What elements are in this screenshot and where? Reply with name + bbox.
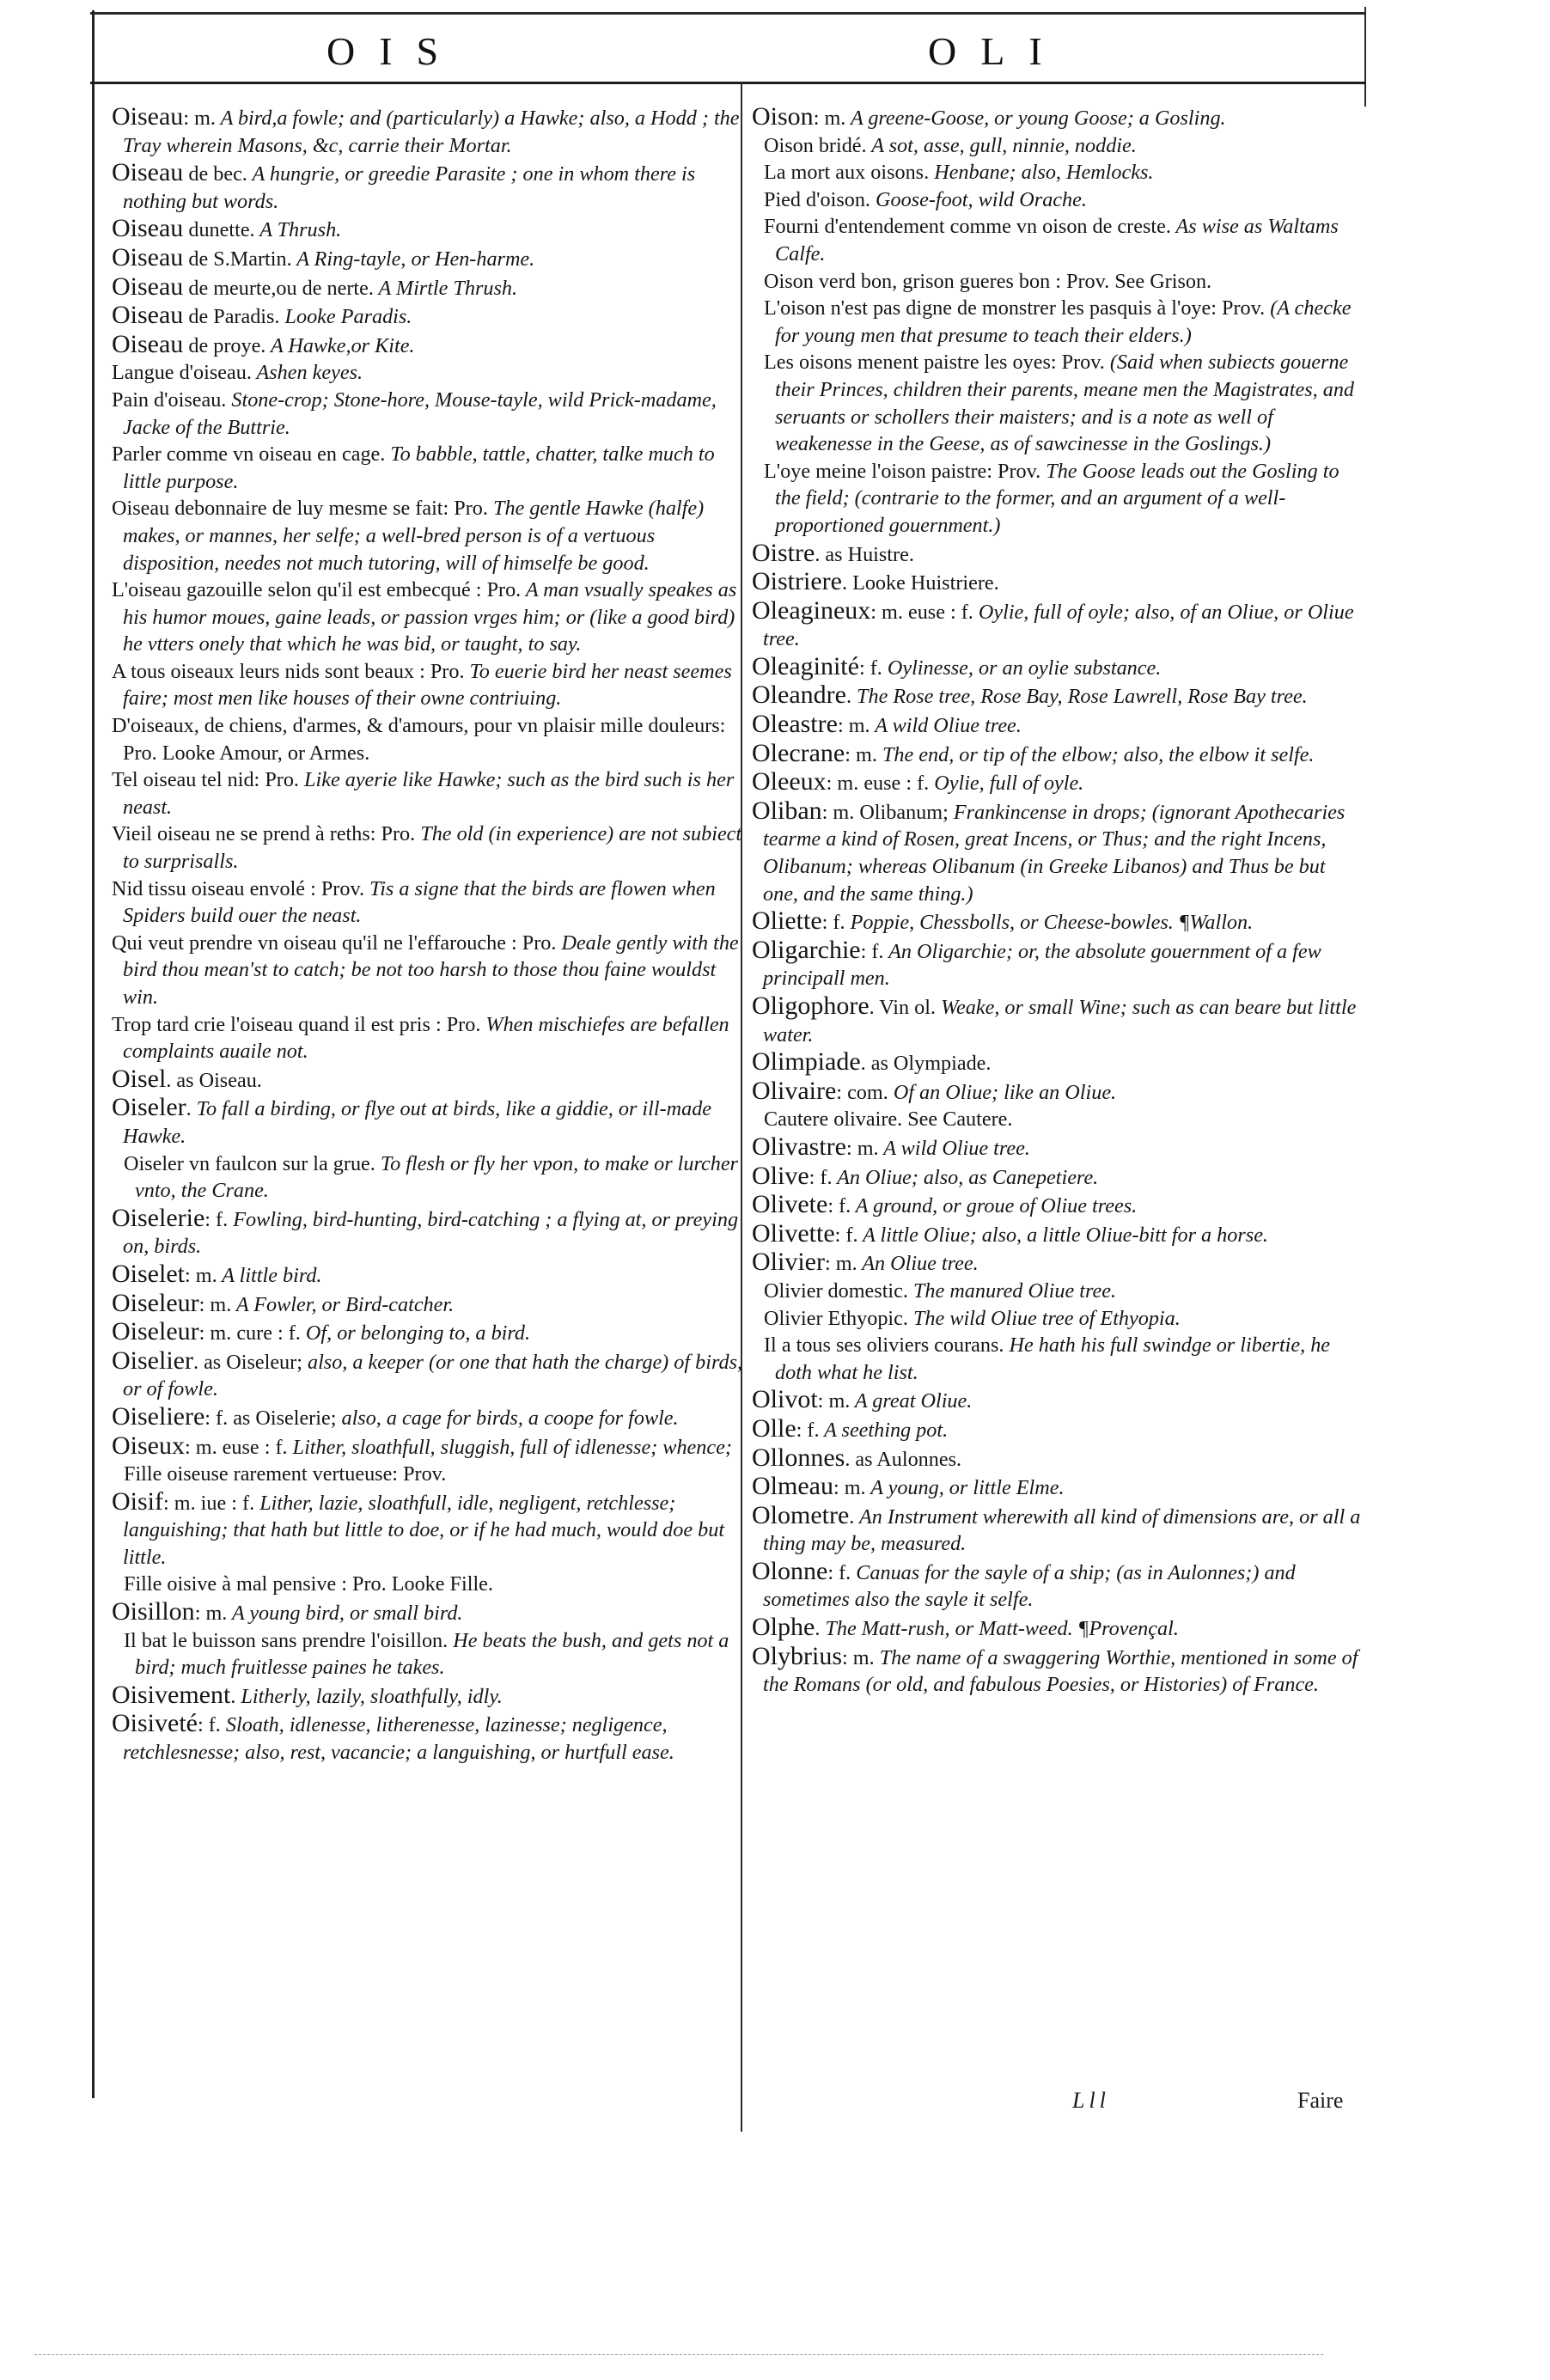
entry-grammar: : m. bbox=[833, 1476, 866, 1500]
entry-headword: Olmeau bbox=[752, 1472, 833, 1501]
entry-definition: A Ring-tayle, or Hen-harme. bbox=[291, 247, 535, 271]
dictionary-entry bbox=[112, 1461, 748, 1488]
entry-definition: A young bird, or small bird. bbox=[227, 1602, 463, 1626]
dictionary-entry bbox=[112, 766, 748, 821]
entry-definition: To flesh or fly her vpon, to make or lurcher vnto, the Crane. bbox=[135, 1151, 738, 1203]
entry-grammar: : m. bbox=[813, 107, 846, 130]
entry-grammar: Fille oisive à mal pensive : Pro. Looke Fille. bbox=[124, 1572, 493, 1596]
dictionary-entry bbox=[112, 1403, 748, 1432]
dictionary-entry bbox=[752, 653, 1362, 682]
entry-headword: Oisivement bbox=[112, 1680, 231, 1709]
entry-definition: Frankincense in drops; (ignorant Apothecaries tearme a kind of Rosen, great Incens, or Thus; and the right Incens, Olibanum; whereas Olibanum (in Greeke Libanos) and Thus be but one, and the same thing.) bbox=[763, 800, 1346, 906]
dictionary-entry bbox=[112, 876, 748, 930]
entry-definition: A ground, or groue of Oliue trees. bbox=[851, 1194, 1138, 1218]
entry-grammar: . as Huistre. bbox=[815, 542, 914, 566]
entry-grammar: : m. euse : f. bbox=[185, 1435, 288, 1459]
entry-definition: Deale gently with the bird thou mean'st to catch; be not too harsh to those thou faine wouldst win. bbox=[123, 931, 739, 1009]
entry-grammar: Pain d'oiseau. bbox=[112, 388, 227, 412]
dictionary-entry bbox=[752, 159, 1362, 186]
dictionary-entry bbox=[752, 1614, 1362, 1643]
entry-headword: Olonne bbox=[752, 1556, 828, 1585]
entry-headword: Olivastre bbox=[752, 1132, 846, 1161]
entry-headword: Oiseau bbox=[112, 301, 184, 330]
entry-definition: To euerie bird her neast seemes faire; most men like houses of their owne contriuing. bbox=[123, 659, 732, 711]
entry-headword: Olybrius bbox=[752, 1641, 842, 1670]
dictionary-entry bbox=[752, 103, 1362, 132]
dictionary-entry bbox=[112, 1260, 748, 1290]
entry-grammar: L'oye meine l'oison paistre: Prov. bbox=[764, 459, 1041, 483]
entry-grammar: Fille oiseuse rarement vertueuse: Prov. bbox=[124, 1462, 447, 1486]
entry-headword: Oiseau bbox=[112, 214, 184, 243]
dictionary-entry bbox=[752, 349, 1362, 457]
entry-grammar: Langue d'oiseau. bbox=[112, 361, 252, 385]
entry-definition: As wise as Waltams Calfe. bbox=[775, 215, 1339, 265]
dictionary-entry bbox=[112, 103, 748, 159]
entry-grammar: Oiseler vn faulcon sur la grue. bbox=[124, 1151, 375, 1175]
entry-grammar: Il a tous ses oliviers courans. bbox=[764, 1333, 1004, 1358]
entry-grammar: Il bat le buisson sans prendre l'oisillon. bbox=[124, 1628, 449, 1652]
entry-grammar: . Vin ol. bbox=[869, 996, 937, 1019]
entry-definition: Lither, sloathfull, sluggish, full of idlenesse; whence; bbox=[287, 1435, 732, 1459]
entry-headword: Oiselerie bbox=[112, 1203, 205, 1232]
entry-definition: Ashen keyes. bbox=[251, 361, 363, 385]
entry-grammar: : m. cure : f. bbox=[198, 1321, 301, 1346]
entry-headword: Oisiveté bbox=[112, 1709, 198, 1738]
entry-headword: Oiselet bbox=[112, 1259, 185, 1288]
entry-grammar: Oison bridé. bbox=[764, 133, 867, 157]
entry-headword: Oisif bbox=[112, 1486, 163, 1516]
dictionary-entry bbox=[752, 540, 1362, 569]
entry-headword: Oiseau bbox=[112, 158, 184, 187]
entry-grammar: : m. bbox=[817, 1389, 851, 1413]
entry-grammar: : f. bbox=[821, 911, 845, 935]
dictionary-entry bbox=[752, 740, 1362, 769]
entry-grammar: de Paradis. bbox=[183, 305, 280, 329]
dictionary-entry bbox=[112, 1094, 748, 1150]
entry-headword: Oleastre bbox=[752, 710, 838, 739]
entry-grammar: L'oiseau gazouille selon qu'il est embecqué : Pro. bbox=[112, 578, 522, 602]
dictionary-entry bbox=[112, 1488, 748, 1571]
page-frame-right bbox=[1364, 7, 1366, 107]
entry-headword: Oiseler bbox=[112, 1093, 186, 1122]
dictionary-entry bbox=[752, 681, 1362, 711]
entry-grammar: : com. bbox=[836, 1080, 888, 1104]
entry-definition: An Oligarchie; or, the absolute gouernment of a few principall men. bbox=[763, 939, 1321, 991]
entry-definition: Oylie, full of oyle; also, of an Oliue, or Oliue tree. bbox=[763, 600, 1354, 651]
entry-headword: Olometre bbox=[752, 1500, 850, 1529]
dictionary-entry bbox=[112, 712, 748, 766]
dictionary-entry bbox=[752, 1163, 1362, 1192]
dictionary-entry bbox=[752, 1558, 1362, 1614]
entry-headword: Oiseliere bbox=[112, 1401, 205, 1431]
entry-definition: A little Oliue; also, a little Oliue-bitt for a horse. bbox=[857, 1223, 1268, 1247]
entry-headword: Oison bbox=[752, 102, 814, 131]
entry-grammar: . bbox=[849, 1504, 855, 1529]
entry-grammar: Parler comme vn oiseau en cage. bbox=[112, 442, 386, 467]
entry-headword: Oisillon bbox=[112, 1597, 195, 1626]
entry-headword: Olecrane bbox=[752, 738, 845, 767]
entry-definition: He beats the bush, and gets not a bird; much fruitlesse paines he takes. bbox=[135, 1628, 729, 1680]
dictionary-entry bbox=[112, 577, 748, 658]
entry-definition: The Rose tree, Rose Bay, Rose Lawrell, Rose Bay tree. bbox=[851, 685, 1308, 709]
dictionary-entry bbox=[752, 132, 1362, 160]
entry-grammar: . bbox=[186, 1097, 192, 1121]
entry-grammar: Oison verd bon, grison gueres bon : Prov. See Grison. bbox=[764, 269, 1212, 293]
entry-grammar: : m. bbox=[845, 1136, 879, 1160]
entry-grammar: : m. bbox=[194, 1602, 228, 1626]
signature-mark: Lll bbox=[1072, 2088, 1110, 2113]
entry-headword: Oleagineux bbox=[752, 595, 871, 625]
entry-headword: Olivaire bbox=[752, 1076, 837, 1105]
entry-definition: The manured Oliue tree. bbox=[907, 1278, 1116, 1303]
dictionary-entry bbox=[112, 359, 748, 387]
entry-definition: Tis a signe that the birds are flowen when Spiders build ouer the neast. bbox=[123, 876, 716, 928]
entry-definition: To fall a birding, or flye out at birds, like a giddie, or ill-made Hawke. bbox=[123, 1097, 712, 1148]
dictionary-entry bbox=[112, 1627, 748, 1681]
dictionary-entry bbox=[752, 295, 1362, 349]
entry-grammar: . as Oiseleur; bbox=[192, 1350, 302, 1374]
entry-grammar: Vieil oiseau ne se prend à reths: Pro. bbox=[112, 822, 416, 846]
entry-grammar: de bec. bbox=[183, 162, 247, 186]
entry-headword: Oiseau bbox=[112, 242, 184, 272]
dictionary-entry bbox=[112, 1710, 748, 1766]
entry-definition: Oylie, full of oyle. bbox=[929, 772, 1084, 796]
left-column bbox=[112, 103, 748, 1767]
entry-definition: Of an Oliue; like an Oliue. bbox=[888, 1080, 1117, 1104]
dictionary-entry bbox=[112, 1150, 748, 1205]
entry-definition: The Matt-rush, or Matt-weed. ¶Provençal. bbox=[820, 1617, 1179, 1641]
entry-headword: Oleeux bbox=[752, 767, 827, 796]
entry-definition: The gentle Hawke (halfe) makes, or mannes, her selfe; a well-bred person is of a vertuous disposition, needes not much tutoring, will of himselfe be good. bbox=[123, 497, 705, 575]
entry-definition: also, a cage for birds, a coope for fowle. bbox=[336, 1406, 679, 1430]
entry-grammar: : m. bbox=[183, 107, 216, 130]
entry-definition: The end, or tip of the elbow; also, the elbow it selfe. bbox=[876, 742, 1315, 766]
entry-grammar: Oiseau debonnaire de luy mesme se fait: Pro. bbox=[112, 497, 488, 521]
dictionary-entry bbox=[112, 1571, 748, 1598]
dictionary-entry bbox=[112, 821, 748, 875]
dictionary-entry bbox=[112, 1318, 748, 1347]
entry-headword: Oleaginité bbox=[752, 651, 859, 680]
header-rule bbox=[90, 82, 1366, 84]
entry-grammar: : f. bbox=[809, 1165, 833, 1189]
entry-definition: The wild Oliue tree of Ethyopia. bbox=[907, 1306, 1181, 1330]
dictionary-entry bbox=[752, 213, 1362, 267]
entry-definition: Litherly, lazily, sloathfully, idly. bbox=[235, 1684, 503, 1708]
entry-grammar: de proye. bbox=[183, 333, 266, 357]
entry-definition: A young, or little Elme. bbox=[865, 1476, 1065, 1500]
entry-grammar: La mort aux oisons. bbox=[764, 161, 930, 185]
entry-grammar: : m. euse : f. bbox=[870, 600, 973, 624]
entry-definition: (A checke for young men that presume to teach their elders.) bbox=[775, 296, 1352, 347]
dictionary-entry bbox=[752, 1502, 1362, 1558]
entry-headword: Oisel bbox=[112, 1064, 167, 1093]
dictionary-entry bbox=[112, 1065, 748, 1095]
entry-definition: Like ayerie like Hawke; such as the bird such is her neast. bbox=[123, 768, 735, 819]
entry-definition: To babble, tattle, chatter, talke much to little purpose. bbox=[123, 442, 715, 493]
entry-grammar: de meurte,ou de nerte. bbox=[183, 276, 374, 300]
entry-grammar: Nid tissu oiseau envolé : Prov. bbox=[112, 876, 365, 900]
entry-grammar: Qui veut prendre vn oiseau qu'il ne l'effarouche : Pro. bbox=[112, 931, 557, 955]
dictionary-entry bbox=[112, 658, 748, 712]
dictionary-entry bbox=[112, 1347, 748, 1403]
entry-grammar: dunette. bbox=[183, 218, 255, 242]
dictionary-entry bbox=[752, 992, 1362, 1048]
entry-headword: Olivette bbox=[752, 1218, 835, 1248]
entry-definition: Goose-foot, wild Orache. bbox=[870, 187, 1087, 211]
dictionary-entry bbox=[752, 268, 1362, 296]
entry-headword: Olle bbox=[752, 1413, 796, 1443]
page-frame-top bbox=[90, 12, 1366, 15]
entry-headword: Oiseleur bbox=[112, 1317, 199, 1346]
entry-grammar: Olivier Ethyopic. bbox=[764, 1306, 908, 1330]
dictionary-entry bbox=[752, 1444, 1362, 1474]
entry-definition: A hungrie, or greedie Parasite ; one in whom there is nothing but words. bbox=[123, 162, 696, 213]
dictionary-entry bbox=[112, 1011, 748, 1065]
entry-grammar: . bbox=[230, 1684, 236, 1708]
dictionary-entry bbox=[112, 1205, 748, 1260]
entry-definition: (Said when subiects gouerne their Princes, children their parents, meane men the Magistrates, and seruants or schollers their maisters; and is a note as well of weakenesse in the Geese, as of sawcinesse in the Goslings.) bbox=[775, 351, 1355, 456]
dictionary-entry bbox=[752, 186, 1362, 214]
entry-definition: A Hawke,or Kite. bbox=[265, 333, 415, 357]
entry-headword: Olivete bbox=[752, 1190, 828, 1219]
entry-grammar: . as Oiseau. bbox=[166, 1068, 262, 1092]
dictionary-entry bbox=[752, 937, 1362, 992]
dictionary-entry bbox=[752, 1278, 1362, 1305]
dictionary-entry bbox=[752, 797, 1362, 907]
entry-definition: Henbane; also, Hemlocks. bbox=[929, 161, 1154, 185]
entry-grammar: A tous oiseaux leurs nids sont beaux : Pro. bbox=[112, 659, 465, 683]
entry-grammar: : f. bbox=[858, 656, 882, 680]
dictionary-entry bbox=[752, 768, 1362, 797]
right-column bbox=[752, 103, 1362, 1699]
dictionary-entry bbox=[752, 1106, 1362, 1133]
entry-definition: A seething pot. bbox=[819, 1418, 949, 1442]
entry-definition: A sot, asse, gull, ninnie, noddie. bbox=[866, 133, 1137, 157]
entry-grammar: : m. bbox=[198, 1292, 232, 1316]
entry-grammar: de S.Martin. bbox=[183, 247, 292, 271]
entry-headword: Ollonnes bbox=[752, 1443, 845, 1472]
entry-headword: Olivier bbox=[752, 1248, 825, 1277]
entry-grammar: : m. bbox=[184, 1263, 217, 1287]
entry-definition: also, a keeper (or one that hath the charge) of birds, or of fowle. bbox=[123, 1350, 743, 1401]
entry-definition: When mischiefes are befallen complaints auaile not. bbox=[123, 1012, 729, 1064]
dictionary-entry bbox=[752, 1133, 1362, 1163]
dictionary-entry bbox=[112, 273, 748, 302]
entry-grammar: : m. euse : f. bbox=[826, 772, 930, 796]
entry-definition: A great Oliue. bbox=[850, 1389, 973, 1413]
entry-headword: Oliban bbox=[752, 796, 822, 825]
entry-definition: Canuas for the sayle of a ship; (as in Aulonnes;) and sometimes also the sayle it selfe. bbox=[763, 1560, 1296, 1612]
dictionary-entry bbox=[112, 1290, 748, 1319]
dictionary-entry bbox=[112, 159, 748, 215]
entry-headword: Oistriere bbox=[752, 567, 842, 596]
dictionary-entry bbox=[752, 1248, 1362, 1278]
entry-headword: Oiseleur bbox=[112, 1288, 199, 1317]
running-head-right: OLI bbox=[928, 29, 1066, 73]
dictionary-entry bbox=[752, 1415, 1362, 1444]
entry-grammar: : m. bbox=[845, 742, 877, 766]
entry-definition: An Instrument wherewith all kind of dimensions are, or all a thing may be, measured. bbox=[763, 1504, 1361, 1556]
entry-headword: Olimpiade bbox=[752, 1047, 861, 1077]
catchword: Faire bbox=[1297, 2088, 1344, 2113]
entry-definition: Of, or belonging to, a bird. bbox=[300, 1321, 531, 1346]
dictionary-entry bbox=[752, 1048, 1362, 1077]
entry-grammar: . bbox=[845, 685, 851, 709]
dictionary-entry bbox=[752, 1077, 1362, 1107]
bottom-edge-smudge bbox=[34, 2354, 1323, 2355]
entry-definition: The name of a swaggering Worthie, mentioned in some of the Romans (or old, and fabulous Poesies, or Histories) of France. bbox=[763, 1645, 1358, 1697]
entry-headword: Olivot bbox=[752, 1385, 818, 1414]
dictionary-entry bbox=[112, 495, 748, 577]
dictionary-entry bbox=[112, 1681, 748, 1711]
entry-definition: An Oliue; also, as Canepetiere. bbox=[832, 1165, 1099, 1189]
entry-grammar: Trop tard crie l'oiseau quand il est pris : Pro. bbox=[112, 1012, 481, 1036]
entry-definition: Stone-crop; Stone-hore, Mouse-tayle, wild Prick-madame, Jacke of the Buttrie. bbox=[123, 388, 717, 439]
page-left-rule bbox=[92, 10, 95, 2098]
entry-headword: Olive bbox=[752, 1161, 809, 1190]
entry-definition: A bird,a fowle; and (particularly) a Hawke; also, a Hodd ; the Tray wherein Masons, &c, carrie their Mortar. bbox=[123, 107, 740, 157]
entry-headword: Oligarchie bbox=[752, 935, 861, 964]
entry-definition: A greene-Goose, or young Goose; a Gosling. bbox=[845, 107, 1226, 130]
entry-definition: Weake, or small Wine; such as can beare but little water. bbox=[763, 996, 1357, 1047]
dictionary-entry bbox=[752, 907, 1362, 937]
dictionary-entry bbox=[112, 387, 748, 441]
dictionary-entry bbox=[112, 244, 748, 273]
entry-headword: Olphe bbox=[752, 1613, 815, 1642]
entry-headword: Oiseau bbox=[112, 272, 184, 301]
entry-grammar: : f. bbox=[204, 1207, 229, 1231]
entry-grammar: . as Olympiade. bbox=[860, 1052, 992, 1076]
entry-grammar: : m. bbox=[837, 714, 870, 738]
entry-grammar: : f. bbox=[827, 1560, 851, 1584]
entry-grammar: . bbox=[815, 1617, 821, 1641]
dictionary-entry bbox=[752, 1332, 1362, 1386]
entry-headword: Oiseau bbox=[112, 102, 184, 131]
entry-definition: A little bird. bbox=[217, 1263, 322, 1287]
entry-grammar: Olivier domestic. bbox=[764, 1278, 908, 1303]
entry-definition: Looke Paradis. bbox=[279, 305, 412, 329]
dictionary-entry bbox=[752, 1305, 1362, 1333]
dictionary-entry bbox=[112, 331, 748, 360]
entry-definition: Poppie, Chessbolls, or Cheese-bowles. ¶Wallon. bbox=[845, 911, 1254, 935]
entry-grammar: : f. bbox=[860, 939, 884, 963]
entry-definition: A Thrush. bbox=[254, 218, 342, 242]
entry-definition: The old (in experience) are not subiect to surprisalls. bbox=[123, 822, 742, 874]
entry-headword: Oiseau bbox=[112, 329, 184, 358]
entry-headword: Oiselier bbox=[112, 1346, 193, 1375]
dictionary-entry bbox=[752, 1643, 1362, 1699]
entry-grammar: : f. bbox=[827, 1194, 851, 1218]
entry-grammar: . as Aulonnes. bbox=[845, 1447, 962, 1471]
dictionary-entry bbox=[112, 930, 748, 1011]
entry-headword: Oliette bbox=[752, 906, 822, 936]
entry-definition: Oylinesse, or an oylie substance. bbox=[882, 656, 1162, 680]
entry-headword: Oligophore bbox=[752, 992, 870, 1020]
dictionary-entry bbox=[752, 1386, 1362, 1415]
entry-grammar: : f. bbox=[796, 1418, 820, 1442]
entry-grammar: Les oisons menent paistre les oyes: Prov. bbox=[764, 351, 1105, 375]
entry-definition: A Fowler, or Bird-catcher. bbox=[231, 1292, 455, 1316]
dictionary-entry bbox=[752, 1473, 1362, 1502]
entry-definition: A man vsually speakes as his humor moues, gaine leads, or passion vrges him; or (like a good bird) he vtters onely that which he was bid, or taught, to say. bbox=[123, 578, 737, 656]
entry-definition: An Oliue tree. bbox=[857, 1252, 979, 1276]
entry-grammar: . Looke Huistriere. bbox=[841, 571, 999, 595]
entry-definition: A wild Oliue tree. bbox=[870, 714, 1022, 738]
entry-grammar: : f. as Oiselerie; bbox=[204, 1406, 337, 1430]
entry-definition: Lither, lazie, sloathfull, idle, negligent, retchlesse; languishing; that hath but little to doe, or if he had much, would doe but little. bbox=[123, 1491, 725, 1569]
entry-definition: A Mirtle Thrush. bbox=[373, 276, 518, 300]
entry-definition: Fowling, bird-hunting, bird-catching ; a flying at, or preying on, birds. bbox=[123, 1207, 739, 1259]
entry-grammar: L'oison n'est pas digne de monstrer les pasquis à l'oye: Prov. bbox=[764, 296, 1266, 320]
entry-grammar: Tel oiseau tel nid: Pro. bbox=[112, 768, 299, 792]
entry-headword: Oistre bbox=[752, 538, 815, 567]
entry-definition: He hath his full swindge or libertie, he doth what he list. bbox=[775, 1333, 1331, 1384]
dictionary-entry bbox=[752, 458, 1362, 540]
entry-headword: Oiseux bbox=[112, 1431, 185, 1460]
entry-grammar: : m. bbox=[824, 1252, 857, 1276]
dictionary-entry bbox=[752, 1191, 1362, 1220]
entry-grammar: Fourni d'entendement comme vn oison de creste. bbox=[764, 215, 1171, 239]
dictionary-entry bbox=[112, 1598, 748, 1627]
entry-grammar: : m. iue : f. bbox=[163, 1491, 255, 1515]
dictionary-entry bbox=[752, 1220, 1362, 1249]
entry-headword: Oleandre bbox=[752, 680, 846, 710]
entry-definition: A wild Oliue tree. bbox=[878, 1136, 1030, 1160]
entry-grammar: Pied d'oison. bbox=[764, 187, 870, 211]
entry-grammar: : f. bbox=[197, 1713, 221, 1737]
dictionary-entry bbox=[112, 441, 748, 495]
entry-definition: Sloath, idlenesse, litherenesse, lazinesse; negligence, retchlesnesse; also, rest, vacancie; a languishing, or hurtfull ease. bbox=[123, 1713, 674, 1765]
entry-grammar: : f. bbox=[834, 1223, 858, 1247]
running-head-left: OIS bbox=[326, 29, 463, 73]
entry-grammar: Cautere olivaire. See Cautere. bbox=[764, 1108, 1013, 1132]
entry-definition: The Goose leads out the Gosling to the field; (contrarie to the former, and an argument of a well-proportioned gouernment.) bbox=[775, 459, 1339, 537]
dictionary-entry bbox=[752, 711, 1362, 740]
entry-grammar: D'oiseaux, de chiens, d'armes, & d'amours, pour vn plaisir mille douleurs: Pro. Looke Amour, or Armes. bbox=[112, 714, 726, 765]
dictionary-entry bbox=[752, 568, 1362, 597]
dictionary-entry bbox=[112, 302, 748, 331]
dictionary-entry bbox=[112, 1432, 748, 1462]
entry-grammar: : m. bbox=[842, 1645, 875, 1669]
dictionary-entry bbox=[112, 215, 748, 244]
entry-grammar: : m. Olibanum; bbox=[821, 800, 949, 824]
dictionary-entry bbox=[752, 597, 1362, 653]
